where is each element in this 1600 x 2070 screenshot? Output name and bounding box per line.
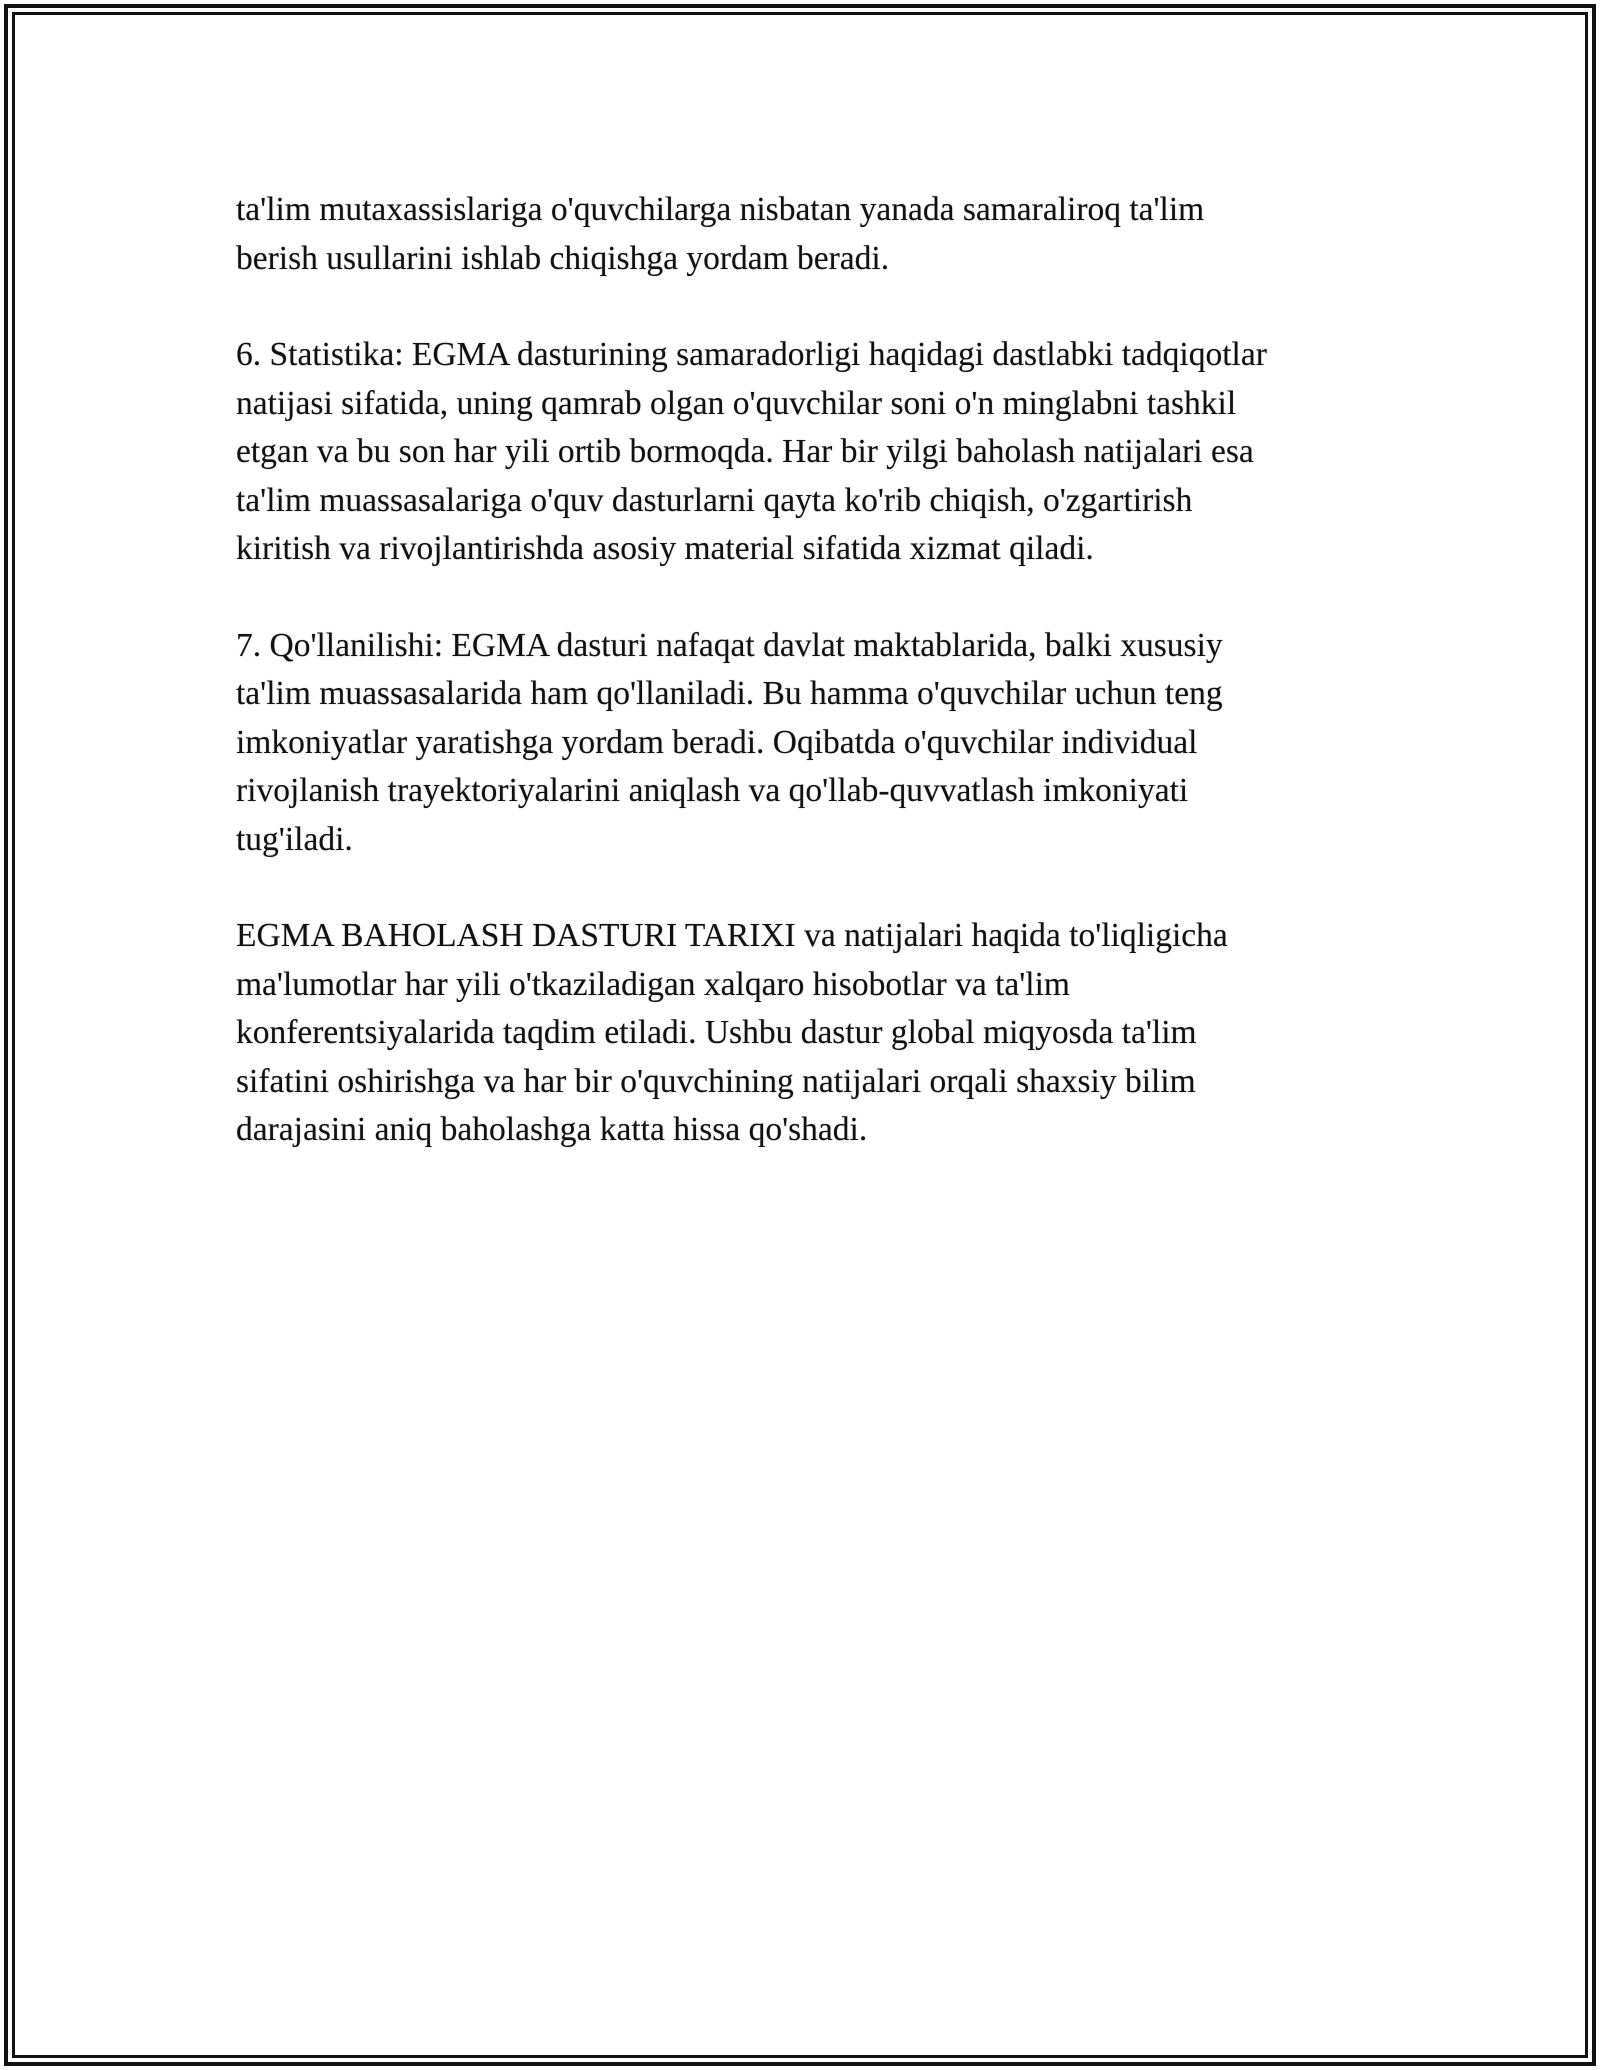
paragraph-continuation: ta'lim mutaxassislariga o'quvchilarga nisbatan yanada samaraliroq ta'lim berish usullarini ishlab chiqishga yordam beradi. — [236, 191, 1205, 277]
paragraph-qollanilishi: 7. Qo'llanilishi: EGMA dasturi nafaqat davlat maktablarida, balki xususiy ta'lim muassasalarida ham qo'llaniladi. Bu hamma o'quvchilar uchun teng imkoniyatlar yaratishga yordam beradi. Oqibatda o'quvchilar individual rivojlanish trayektoriyalarini aniqlash va qo'llab-quvvatlash imkoniyati tug'iladi. — [236, 626, 1223, 858]
document-body — [236, 186, 1386, 1203]
paragraph-egma-tarixi: EGMA BAHOLASH DASTURI TARIXI va natijalari haqida to'liqligicha ma'lumotlar har yili o'tkaziladigan xalqaro hisobotlar va ta'lim konferentsiyalarida taqdim etiladi. Ushbu dastur global miqyosda ta'lim sifatini oshirishga va har bir o'quvchining natijalari orqali shaxsiy bilim darajasini aniq baholashga katta hissa qo'shadi. — [236, 917, 1228, 1148]
paragraph-statistika: 6. Statistika: EGMA dasturining samaradorligi haqidagi dastlabki tadqiqotlar natijasi sifatida, uning qamrab olgan o'quvchilar soni o'n minglabni tashkil etgan va bu son har yili ortib bormoqda. Har bir yilgi baholash natijalari esa ta'lim muassasalariga o'quv dasturlarni qayta ko'rib chiqish, o'zgartirish kiritish va rivojlantirishda asosiy material sifatida xizmat qiladi. — [236, 336, 1267, 567]
